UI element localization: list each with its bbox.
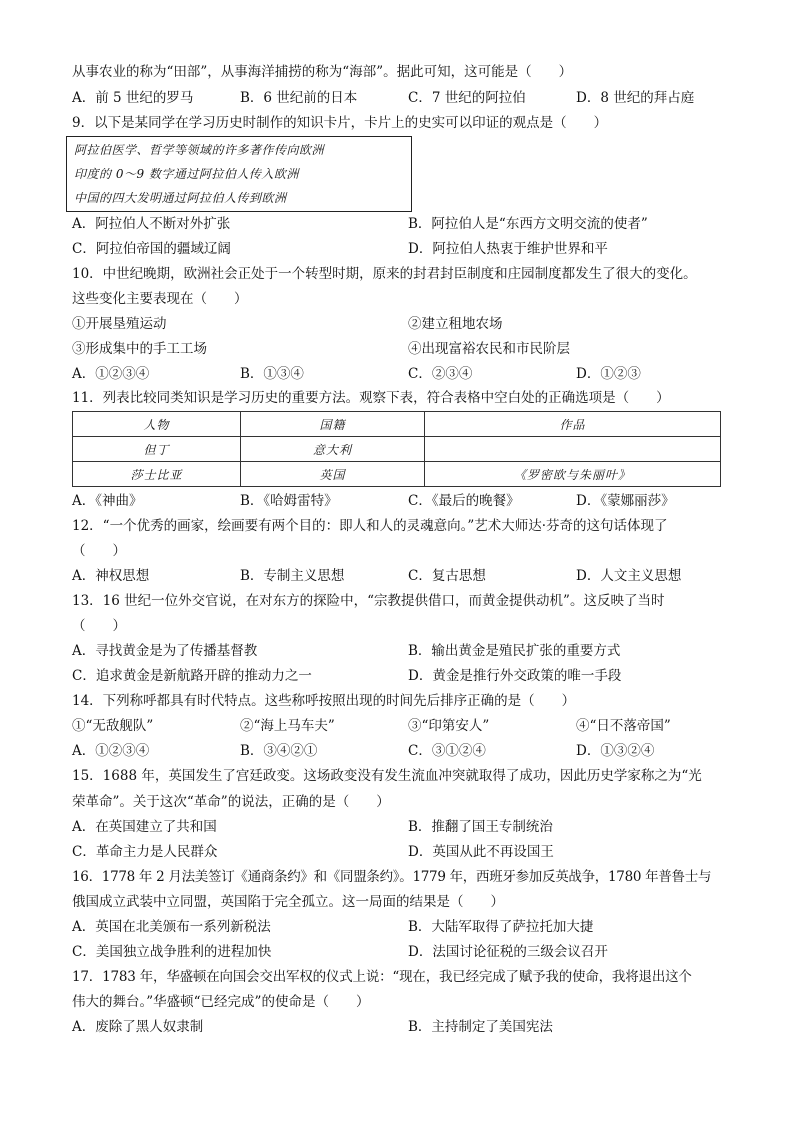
q13-stem-line1: 13．16 世纪一位外交官说，在对东方的探险中，“宗教提供借口，而黄金提供动机”。这反映了当时 [72,593,665,609]
q9-knowledge-card [66,136,412,212]
q16-option-d[interactable]: D．法国讨论征税的三级会议召开 [408,944,608,960]
q8-stem: 从事农业的称为“田部”，从事海洋捕捞的称为“海部”。据此可知，这可能是（ ） [72,64,573,80]
q16-option-c[interactable]: C．美国独立战争胜利的进程加快 [72,944,272,960]
q10-item: ②建立租地农场 [408,316,503,332]
q11-stem: 11．列表比较同类知识是学习历史的重要方法。观察下表，符合表格中空白处的正确选项是（ ） [72,390,670,406]
q13-option-a[interactable]: A．寻找黄金是为了传播基督教 [72,643,258,659]
q12-options [72,566,732,586]
q10-item: ①开展垦殖运动 [72,316,167,332]
q9-option-b[interactable]: B．阿拉伯人是“东西方文明交流的使者” [408,216,648,232]
table-header-cell: 国籍 [241,412,425,437]
q13-option-c[interactable]: C．追求黄金是新航路开辟的推动力之一 [72,668,312,684]
table-header-cell: 作品 [425,412,721,437]
q11-option-b[interactable]: B．《哈姆雷特》 [240,493,338,509]
table-cell: 莎士比亚 [73,462,241,487]
q14-items [72,716,732,736]
q17-options-row1 [72,1017,732,1037]
q13-options-row1 [72,641,732,661]
q12-option-c[interactable]: C．复古思想 [408,568,486,584]
q14-item: ②“海上马车夫” [240,718,335,734]
q16-option-b[interactable]: B．大陆军取得了萨拉托加大捷 [408,919,594,935]
q10-stem-line2: 这些变化主要表现在（ ） [72,291,248,307]
q10-stem-line1: 10．中世纪晚期，欧洲社会正处于一个转型时期，原来的封君封臣制度和庄园制度都发生了很大的变化。 [72,266,697,282]
q9-options-row1 [72,214,732,234]
q14-item: ④“日不落帝国” [576,718,671,734]
q10-option-d[interactable]: D．①②③ [576,366,641,382]
table-cell: 但丁 [73,437,241,462]
q10-option-b[interactable]: B．①③④ [240,366,304,382]
q12-stem-line2: （ ） [72,543,126,559]
q14-option-d[interactable]: D．①③②④ [576,743,655,759]
q15-option-c[interactable]: C．革命主力是人民群众 [72,844,218,860]
table-cell-blank [425,437,721,462]
q15-stem-line1: 15．1688 年，英国发生了宫廷政变。这场政变没有发生流血冲突就取得了成功，因此历史学家称之为“光 [72,768,702,784]
q13-option-d[interactable]: D．黄金是推行外交政策的唯一手段 [408,668,622,684]
q11-comparison-table [72,411,721,487]
q11-option-c[interactable]: C．《最后的晚餐》 [408,493,520,509]
q8-option-c[interactable]: C．7 世纪的阿拉伯 [408,90,526,106]
q14-options [72,741,732,761]
q15-options-row2 [72,842,732,862]
q15-options-row1 [72,817,732,837]
q10-item: ④出现富裕农民和市民阶层 [408,341,570,357]
q11-option-a[interactable]: A．《神曲》 [72,493,143,509]
q14-item: ①“无敌舰队” [72,718,154,734]
q13-options-row2 [72,666,732,686]
q8-option-b[interactable]: B．6 世纪前的日本 [240,90,358,106]
q9-option-d[interactable]: D．阿拉伯人热衷于维护世界和平 [408,241,608,257]
q9-option-a[interactable]: A．阿拉伯人不断对外扩张 [72,216,231,232]
q11-options [72,491,732,511]
q17-stem-line1: 17．1783 年，华盛顿在向国会交出军权的仪式上说：“现在，我已经完成了赋予我的使命，我将退出这个 [72,969,692,985]
q15-option-b[interactable]: B．推翻了国王专制统治 [408,819,553,835]
q11-option-d[interactable]: D．《蒙娜丽莎》 [576,493,675,509]
q9-stem: 9．以下是某同学在学习历史时制作的知识卡片，卡片上的史实可以印证的观点是（ ） [72,115,608,131]
table-row [73,437,721,462]
q10-items-row2 [72,339,732,359]
q8-options [72,88,732,108]
q16-stem-line2: 俄国成立武装中立同盟，英国陷于完全孤立。这一局面的结果是（ ） [72,894,504,910]
q16-options-row2 [72,942,732,962]
q14-option-c[interactable]: C．③①②④ [408,743,486,759]
q13-option-b[interactable]: B．输出黄金是殖民扩张的重要方式 [408,643,621,659]
table-cell: 《罗密欧与朱丽叶》 [425,462,721,487]
q14-option-b[interactable]: B．③④②① [240,743,318,759]
q9-card-line: 中国的四大发明通过阿拉伯人传到欧洲 [74,191,287,205]
q9-card-line: 印度的 0～9 数字通过阿拉伯人传入欧洲 [74,167,299,181]
q16-options-row1 [72,917,732,937]
q9-option-c[interactable]: C．阿拉伯帝国的疆域辽阔 [72,241,231,257]
q17-stem-line2: 伟大的舞台。”华盛顿“已经完成”的使命是（ ） [72,994,370,1010]
table-cell: 意大利 [241,437,425,462]
q16-stem-line1: 16．1778 年 2 月法美签订《通商条约》和《同盟条约》。1779 年，西班牙参加反英战争，1780 年普鲁士与 [72,869,712,885]
q13-stem-line2: （ ） [72,618,126,634]
q10-item: ③形成集中的手工工场 [72,341,207,357]
q15-option-d[interactable]: D．英国从此不再设国王 [408,844,554,860]
table-header-row [73,412,721,437]
q17-option-b[interactable]: B．主持制定了美国宪法 [408,1019,553,1035]
q16-option-a[interactable]: A．英国在北美颁布一系列新税法 [72,919,271,935]
q9-options-row2 [72,239,732,259]
q8-option-d[interactable]: D．8 世纪的拜占庭 [576,90,695,106]
q8-option-a[interactable]: A．前 5 世纪的罗马 [72,90,194,106]
q12-option-d[interactable]: D．人文主义思想 [576,568,682,584]
table-row [73,462,721,487]
q9-card-line: 阿拉伯医学、哲学等领域的许多著作传向欧洲 [74,143,325,157]
q14-option-a[interactable]: A．①②③④ [72,743,150,759]
table-cell: 英国 [241,462,425,487]
q10-option-a[interactable]: A．①②③④ [72,366,150,382]
q12-stem-line1: 12．“一个优秀的画家，绘画要有两个目的：即人和人的灵魂意向。”艺术大师达·芬奇的这句话体现了 [72,518,668,534]
q10-option-c[interactable]: C．②③④ [408,366,473,382]
q12-option-a[interactable]: A．神权思想 [72,568,150,584]
q15-option-a[interactable]: A．在英国建立了共和国 [72,819,217,835]
q12-option-b[interactable]: B．专制主义思想 [240,568,345,584]
q14-item: ③“印第安人” [408,718,490,734]
q17-option-a[interactable]: A．废除了黑人奴隶制 [72,1019,204,1035]
table-header-cell: 人物 [73,412,241,437]
q15-stem-line2: 荣革命”。关于这次“革命”的说法，正确的是（ ） [72,794,390,810]
q10-items-row1 [72,314,732,334]
q10-options [72,364,732,384]
q14-stem: 14．下列称呼都具有时代特点。这些称呼按照出现的时间先后排序正确的是（ ） [72,693,576,709]
